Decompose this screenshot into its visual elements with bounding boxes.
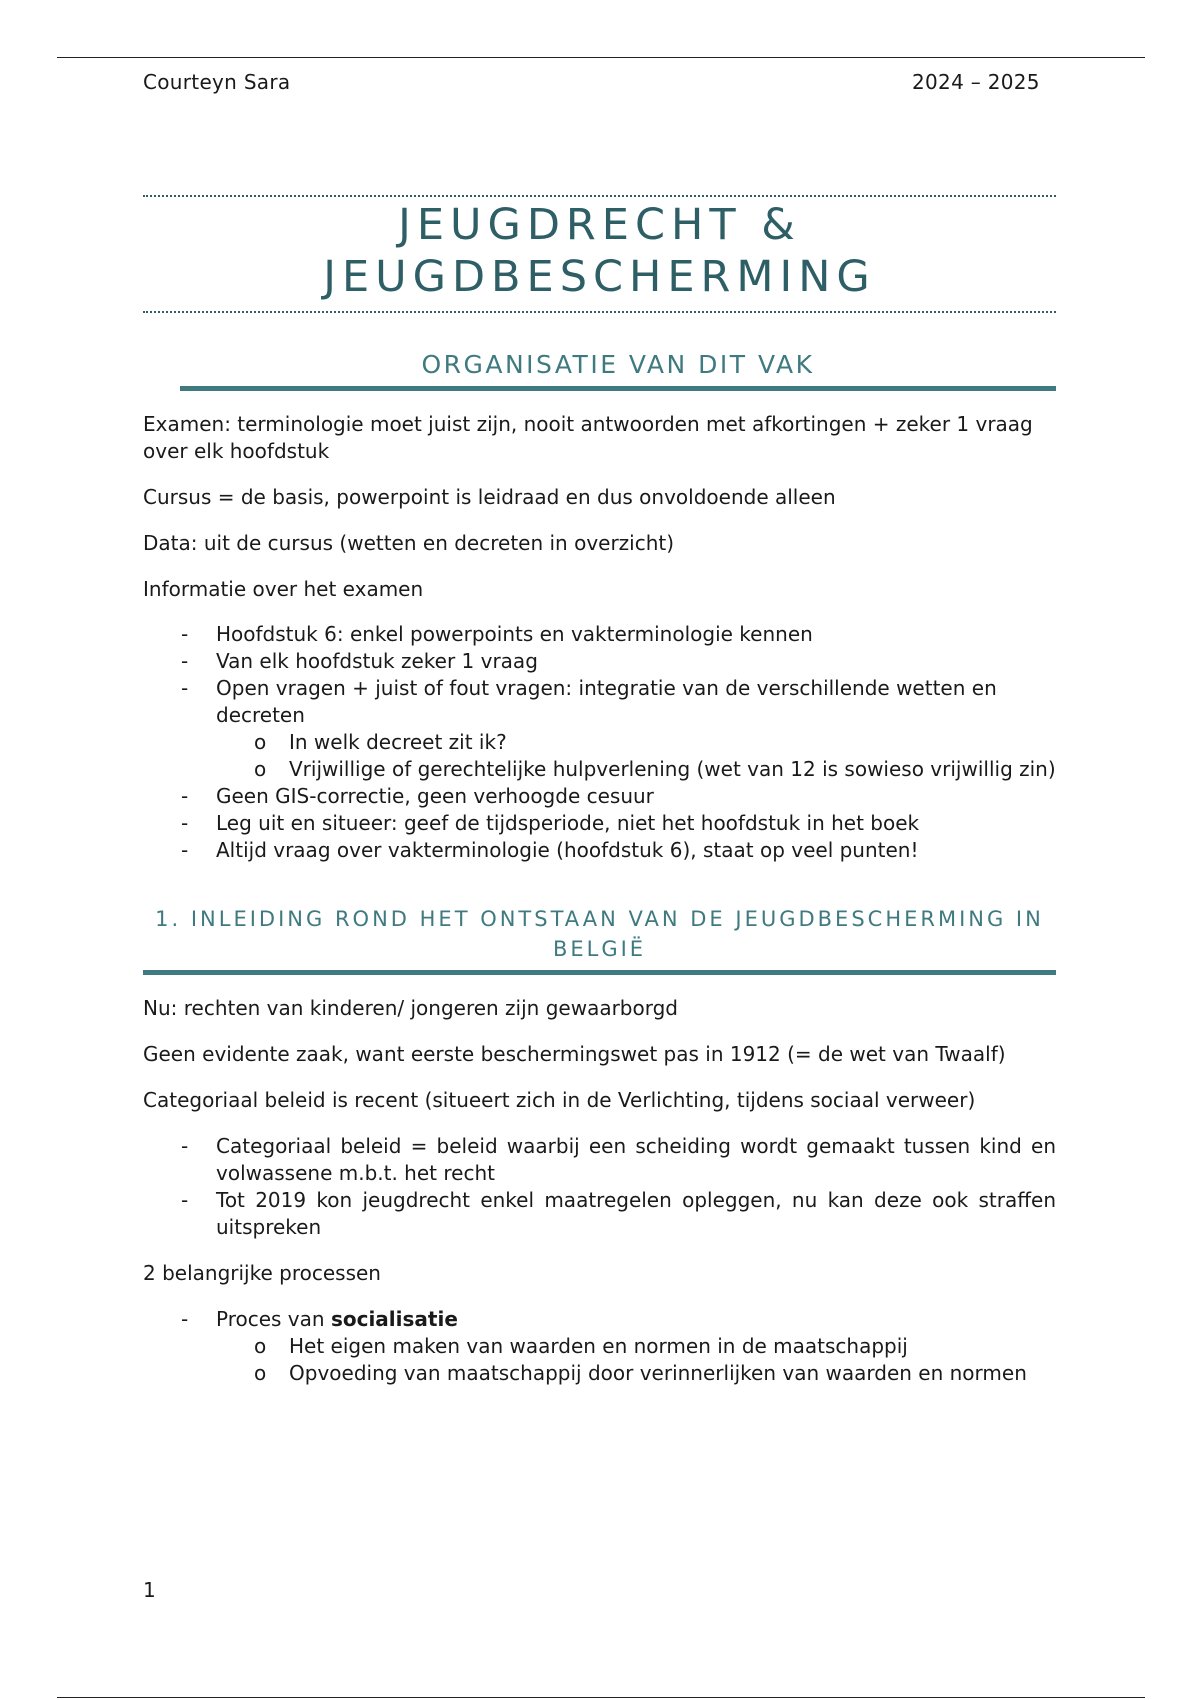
list-item: - Categoriaal beleid = beleid waarbij een scheiding wordt gemaakt tussen kind en volwassene m.b.t. het recht [143,1133,1056,1187]
list-item [143,675,1056,783]
sub-list [143,729,1056,783]
document-body [143,195,1056,1406]
document-title-line-2: JEUGDBESCHERMING [323,252,876,302]
exam-info-list [143,621,1056,864]
paragraph: Data: uit de cursus (wetten en decreten in overzicht) [143,531,675,555]
list-item-text: Proces van [216,1307,331,1331]
header-rule [57,57,1145,58]
document-title-line-1: JEUGDRECHT & [398,200,801,250]
section-heading-chapter-1: 1. INLEIDING ROND HET ONTSTAAN VAN DE JEUGDBESCHERMING IN BELGIË [155,907,1044,961]
section-divider [143,970,1056,975]
sub-list-item: o Opvoeding van maatschappij door verinnerlijken van waarden en normen [216,1360,1056,1387]
sub-list-item: o Het eigen maken van waarden en normen in de maatschappij [216,1333,1056,1360]
sub-list-item: o In welk decreet zit ik? [216,729,1056,756]
paragraph: Examen: terminologie moet juist zijn, nooit antwoorden met afkortingen + zeker 1 vraag over elk hoofdstuk [143,412,1033,463]
processes-list [143,1306,1056,1387]
page-number: 1 [143,1578,156,1602]
list-item: - Hoofdstuk 6: enkel powerpoints en vakterminologie kennen [143,621,1056,648]
paragraph: Cursus = de basis, powerpoint is leidraad en dus onvoldoende alleen [143,485,836,509]
header-year: 2024 – 2025 [912,70,1040,94]
sub-list-item: o Vrijwillige of gerechtelijke hulpverlening (wet van 12 is sowieso vrijwillig zin) [216,756,1056,783]
paragraph: Geen evidente zaak, want eerste beschermingswet pas in 1912 (= de wet van Twaalf) [143,1042,1006,1066]
paragraph: Categoriaal beleid is recent (situeert zich in de Verlichting, tijdens sociaal verweer) [143,1088,976,1112]
list-item: - Tot 2019 kon jeugdrecht enkel maatregelen opleggen, nu kan deze ook straffen uitspreken [143,1187,1056,1241]
section-divider [180,386,1056,391]
list-item: - Geen GIS-correctie, geen verhoogde cesuur [143,783,1056,810]
header-author: Courteyn Sara [143,70,291,94]
section-heading-organisatie: ORGANISATIE VAN DIT VAK [421,350,815,379]
sub-list [143,1333,1056,1387]
categorial-policy-list [143,1133,1056,1241]
footer-rule [57,1697,1145,1698]
list-item [143,1306,1056,1387]
paragraph: 2 belangrijke processen [143,1261,381,1285]
paragraph: Nu: rechten van kinderen/ jongeren zijn gewaarborgd [143,996,678,1020]
list-item: - Leg uit en situeer: geef de tijdsperiode, niet het hoofdstuk in het boek [143,810,1056,837]
list-item-bold-term: socialisatie [330,1307,458,1331]
list-item-text: Open vragen + juist of fout vragen: integratie van de verschillende wetten en decreten [216,676,997,727]
list-item: - Altijd vraag over vakterminologie (hoofdstuk 6), staat op veel punten! [143,837,1056,864]
list-item: - Van elk hoofdstuk zeker 1 vraag [143,648,1056,675]
title-block [143,195,1056,313]
paragraph: Informatie over het examen [143,577,424,601]
